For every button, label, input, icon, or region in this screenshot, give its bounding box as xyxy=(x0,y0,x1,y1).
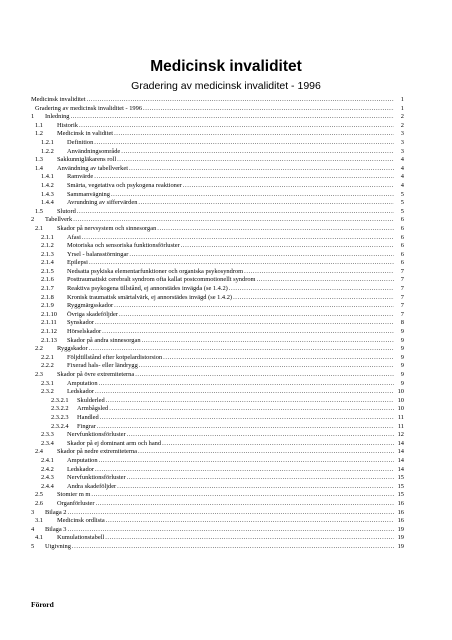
toc-entry[interactable] xyxy=(31,276,404,285)
toc-entry[interactable] xyxy=(31,259,404,268)
toc-dot-leader xyxy=(127,474,394,483)
toc-entry-page: 11 xyxy=(397,413,404,421)
toc-entry-page: 11 xyxy=(397,422,404,430)
toc-entry-label: Organförluster xyxy=(57,499,95,507)
toc-dot-leader xyxy=(87,96,395,105)
toc-entry-number: 2.1.13 xyxy=(41,336,57,344)
toc-entry-label: Användning av tabellverket xyxy=(57,164,128,172)
toc-entry-page: 9 xyxy=(400,345,404,353)
toc-entry-number: 2.2.1 xyxy=(41,353,54,361)
toc-entry[interactable] xyxy=(31,122,404,131)
toc-entry-label: Fingrar xyxy=(77,422,96,430)
toc-entry-page: 7 xyxy=(400,276,404,284)
toc-entry-number: 2.3 xyxy=(35,371,43,378)
toc-dot-leader xyxy=(138,199,394,208)
toc-dot-leader xyxy=(106,517,394,526)
toc-dot-leader xyxy=(82,234,394,243)
toc-entry[interactable] xyxy=(31,423,404,432)
toc-entry-label: Ledskador xyxy=(67,388,94,396)
toc-entry-number: 2.1.7 xyxy=(41,285,54,293)
toc-entry-page: 5 xyxy=(400,199,404,207)
toc-entry-label: Ledskador xyxy=(67,465,94,473)
toc-entry-number: 1.4.3 xyxy=(41,190,54,198)
toc-dot-leader xyxy=(67,526,394,535)
toc-entry-number: 2.1.1 xyxy=(41,233,54,241)
toc-entry[interactable] xyxy=(31,448,404,457)
toc-entry-number: 2.5 xyxy=(35,491,43,499)
toc-entry[interactable] xyxy=(31,354,404,363)
toc-entry-label: Epilepsi xyxy=(67,259,88,267)
toc-entry[interactable] xyxy=(31,388,404,397)
toc-entry-label: Användningsområde xyxy=(67,147,121,155)
toc-entry-number: 2.2.2 xyxy=(41,362,54,370)
toc-entry-label: Skador på övre extremiteterna xyxy=(57,371,135,378)
toc-entry[interactable] xyxy=(31,440,404,449)
toc-entry-page: 4 xyxy=(400,173,404,181)
toc-entry-page: 10 xyxy=(397,396,404,404)
toc-dot-leader xyxy=(139,362,394,371)
toc-entry[interactable] xyxy=(31,96,404,105)
toc-entry-page: 9 xyxy=(400,371,404,378)
toc-entry-label: Nervfunktionsförluster xyxy=(67,431,126,439)
toc-entry-page: 15 xyxy=(397,482,404,490)
toc-entry-label: Motoriska och sensoriska funktionsförluster xyxy=(67,242,180,250)
toc-entry-page: 6 xyxy=(400,224,404,232)
toc-entry[interactable] xyxy=(31,294,404,303)
toc-entry-number: 2.3.2 xyxy=(41,388,54,396)
toc-entry[interactable] xyxy=(31,414,404,423)
toc-entry[interactable] xyxy=(31,199,404,208)
toc-entry-page: 2 xyxy=(400,113,404,121)
toc-dot-leader xyxy=(77,208,394,217)
toc-entry[interactable] xyxy=(31,208,404,217)
toc-dot-leader xyxy=(143,105,394,114)
toc-entry[interactable] xyxy=(31,165,404,174)
toc-entry-number: 2 xyxy=(31,216,35,224)
toc-entry-number: 2.1.9 xyxy=(41,302,54,310)
toc-dot-leader xyxy=(119,311,394,320)
toc-entry-label: Synskador xyxy=(67,319,94,327)
toc-entry[interactable] xyxy=(31,380,404,389)
toc-entry[interactable] xyxy=(31,182,404,191)
toc-entry[interactable] xyxy=(31,242,404,251)
table-of-contents xyxy=(31,96,404,551)
toc-entry-page: 6 xyxy=(400,259,404,267)
toc-dot-leader xyxy=(67,509,394,518)
toc-dot-leader xyxy=(105,534,394,543)
toc-entry[interactable] xyxy=(31,105,404,114)
toc-entry[interactable] xyxy=(31,173,404,182)
toc-dot-leader xyxy=(99,457,394,466)
toc-dot-leader xyxy=(100,414,394,423)
toc-entry-label: Medicinsk ordlista xyxy=(57,517,105,525)
toc-entry-page: 4 xyxy=(400,156,404,164)
toc-entry[interactable] xyxy=(31,130,404,139)
toc-dot-leader xyxy=(95,319,394,328)
toc-dot-leader xyxy=(99,380,394,389)
toc-dot-leader xyxy=(244,268,394,277)
toc-entry-label: Definition xyxy=(67,138,94,146)
toc-entry[interactable] xyxy=(31,148,404,157)
toc-dot-leader xyxy=(97,423,394,432)
toc-entry[interactable] xyxy=(31,191,404,200)
toc-entry-page: 9 xyxy=(400,353,404,361)
toc-entry-page: 15 xyxy=(397,491,404,499)
toc-dot-leader xyxy=(106,397,394,406)
toc-entry-page: 19 xyxy=(397,525,404,533)
toc-dot-leader xyxy=(138,448,394,457)
toc-entry[interactable] xyxy=(31,225,404,234)
toc-dot-leader xyxy=(95,466,394,475)
toc-entry-number: 2.1.4 xyxy=(41,259,54,267)
toc-entry-number: 2.1.5 xyxy=(41,267,54,275)
document-subtitle: Gradering av medicinsk invaliditet - 1996 xyxy=(131,80,321,92)
toc-entry-page: 7 xyxy=(400,310,404,318)
toc-entry-label: Inledning xyxy=(45,113,70,121)
toc-entry-number: 4.1 xyxy=(35,534,43,542)
toc-entry-number: 2.4 xyxy=(35,448,43,456)
toc-entry[interactable] xyxy=(31,431,404,440)
toc-dot-leader xyxy=(114,130,394,139)
toc-entry-label: Smärta, vegetativa och psykogena reaktioner xyxy=(67,181,182,189)
toc-entry-number: 1.4.4 xyxy=(41,199,54,207)
toc-entry-label: Ryggskador xyxy=(57,345,88,353)
toc-entry-page: 1 xyxy=(400,104,404,112)
toc-entry-number: 2.4.4 xyxy=(41,482,54,490)
toc-dot-leader xyxy=(89,259,394,268)
toc-entry-number: 2.3.3 xyxy=(41,431,54,439)
toc-entry-number: 2.1.3 xyxy=(41,250,54,258)
toc-dot-leader xyxy=(72,543,394,552)
toc-entry[interactable] xyxy=(31,543,404,552)
section-heading-forord: Förord xyxy=(31,600,54,609)
toc-entry-label: Skador på nedre extremiteterna xyxy=(57,448,138,456)
toc-entry-page: 8 xyxy=(400,319,404,327)
toc-entry-page: 9 xyxy=(400,362,404,370)
toc-entry-page: 15 xyxy=(397,474,404,482)
toc-entry[interactable] xyxy=(31,234,404,243)
toc-entry-number: 2.4.3 xyxy=(41,474,54,482)
toc-dot-leader xyxy=(94,173,394,182)
toc-entry-number: 1.1 xyxy=(35,121,43,129)
toc-entry-page: 14 xyxy=(397,465,404,473)
toc-entry-page: 3 xyxy=(400,130,404,138)
toc-entry[interactable] xyxy=(31,113,404,122)
toc-entry-number: 1.2 xyxy=(35,130,43,138)
toc-entry-page: 14 xyxy=(397,448,404,456)
toc-dot-leader xyxy=(121,148,394,157)
toc-entry-number: 2.3.2.1 xyxy=(51,396,69,404)
toc-dot-leader xyxy=(114,302,394,311)
toc-entry[interactable] xyxy=(31,491,404,500)
toc-dot-leader xyxy=(229,285,394,294)
toc-dot-leader xyxy=(73,216,394,225)
toc-entry-number: 2.1 xyxy=(35,224,43,232)
toc-entry-page: 6 xyxy=(400,250,404,258)
toc-entry-page: 19 xyxy=(397,534,404,542)
toc-entry-page: 9 xyxy=(400,379,404,387)
toc-entry-label: Kronisk traumatisk smärtalvärk, ej annorstädes invägd (se 1.4.2) xyxy=(67,293,233,301)
toc-entry[interactable] xyxy=(31,483,404,492)
toc-entry-label: Skador på ej dominant arm och hand xyxy=(67,439,162,447)
toc-entry-label: Historik xyxy=(57,121,78,129)
toc-entry-page: 4 xyxy=(400,164,404,172)
toc-dot-leader xyxy=(91,491,394,500)
toc-entry-label: Handled xyxy=(77,413,99,421)
toc-entry[interactable] xyxy=(31,319,404,328)
toc-entry-label: Fixerad hals- eller ländrygg xyxy=(67,362,138,370)
toc-entry-page: 7 xyxy=(400,285,404,293)
toc-dot-leader xyxy=(95,388,394,397)
toc-entry-page: 9 xyxy=(400,336,404,344)
toc-dot-leader xyxy=(142,337,394,346)
toc-dot-leader xyxy=(157,225,394,234)
toc-entry-page: 19 xyxy=(397,542,404,550)
toc-entry-label: Följdtillstånd efter kotpelardistorsion xyxy=(67,353,163,361)
toc-entry-number: 1 xyxy=(31,113,35,121)
toc-entry[interactable] xyxy=(31,345,404,354)
toc-dot-leader xyxy=(71,113,395,122)
toc-entry-number: 2.2 xyxy=(35,345,43,353)
toc-entry-page: 12 xyxy=(397,431,404,439)
toc-dot-leader xyxy=(102,328,394,337)
toc-dot-leader xyxy=(94,139,394,148)
toc-entry-label: Övriga skadeföljder xyxy=(67,310,118,318)
toc-dot-leader xyxy=(89,345,394,354)
toc-entry[interactable] xyxy=(31,466,404,475)
toc-entry[interactable] xyxy=(31,362,404,371)
toc-entry[interactable] xyxy=(31,311,404,320)
toc-entry-label: Nervfunktionsförluster xyxy=(67,474,126,482)
toc-entry[interactable] xyxy=(31,534,404,543)
toc-entry-label: Slutord xyxy=(57,207,76,215)
toc-entry-number: 1.4.2 xyxy=(41,181,54,189)
toc-entry[interactable] xyxy=(31,328,404,337)
toc-dot-leader xyxy=(163,354,394,363)
toc-entry-page: 10 xyxy=(397,388,404,396)
toc-entry-number: 4 xyxy=(31,525,35,533)
toc-entry-page: 7 xyxy=(400,293,404,301)
toc-entry-label: Reaktiva psykogena tillstånd, ej annorstädes invägda (se 1.4.2) xyxy=(67,285,228,293)
toc-entry-label: Nedsatta psykiska elementarfunktioner och organiska psykosyndrom xyxy=(67,267,244,275)
toc-entry-page: 5 xyxy=(400,207,404,215)
toc-entry-number: 2.1.10 xyxy=(41,310,57,318)
toc-entry-label: Skulderled xyxy=(77,396,105,404)
toc-entry-label: Bilaga 3 xyxy=(45,525,67,533)
toc-entry-number: 2.1.11 xyxy=(41,319,57,327)
toc-entry-label: Posttraumatiskt cerebralt syndrom ofta kallat postcommotionellt syndrom xyxy=(67,276,256,284)
toc-entry-page: 3 xyxy=(400,147,404,155)
toc-dot-leader xyxy=(79,122,394,131)
toc-entry-number: 2.4.1 xyxy=(41,456,54,464)
toc-entry-label: Yrsel - balansstörningar xyxy=(67,250,129,258)
toc-dot-leader xyxy=(127,431,394,440)
toc-entry-label: Sammanvägning xyxy=(67,190,110,198)
toc-entry-page: 10 xyxy=(397,405,404,413)
toc-entry-number: 1.4.1 xyxy=(41,173,54,181)
toc-entry-page: 16 xyxy=(397,508,404,516)
toc-entry-label: Skador på nervsystem och sinnesorgan xyxy=(57,224,157,232)
toc-entry-number: 2.3.2.4 xyxy=(51,422,69,430)
toc-dot-leader xyxy=(129,165,394,174)
toc-entry-label: Stomier m m xyxy=(57,491,91,499)
toc-entry-label: Tabellverk xyxy=(45,216,73,224)
toc-entry-page: 7 xyxy=(400,302,404,310)
toc-entry-number: 2.1.8 xyxy=(41,293,54,301)
toc-entry-label: Sakkunnigläkarens roll xyxy=(57,156,117,164)
toc-entry[interactable] xyxy=(31,216,404,225)
toc-entry-page: 9 xyxy=(400,328,404,336)
toc-entry-page: 2 xyxy=(400,121,404,129)
toc-entry-label: Armbågsled xyxy=(77,405,109,413)
toc-entry-label: Afasi xyxy=(67,233,81,241)
toc-entry-label: Medicinsk invaliditet xyxy=(31,96,86,103)
toc-dot-leader xyxy=(162,440,394,449)
toc-entry-number: 2.1.6 xyxy=(41,276,54,284)
toc-entry[interactable] xyxy=(31,156,404,165)
toc-entry-number: 3 xyxy=(31,508,35,516)
toc-dot-leader xyxy=(181,242,394,251)
toc-entry-number: 1.3 xyxy=(35,156,43,164)
toc-entry[interactable] xyxy=(31,517,404,526)
toc-entry-page: 6 xyxy=(400,242,404,250)
toc-dot-leader xyxy=(109,405,394,414)
toc-entry[interactable] xyxy=(31,474,404,483)
toc-entry-label: Amputation xyxy=(67,456,98,464)
document-title: Medicinsk invaliditet xyxy=(150,58,302,75)
toc-entry[interactable] xyxy=(31,526,404,535)
toc-entry-page: 3 xyxy=(400,138,404,146)
toc-dot-leader xyxy=(96,500,394,509)
toc-entry-label: Avrundning av siffervärden xyxy=(67,199,138,207)
toc-entry-label: Andra skadeföljder xyxy=(67,482,117,490)
toc-entry-label: Hörselskador xyxy=(67,328,102,336)
toc-entry-page: 7 xyxy=(400,267,404,275)
toc-entry[interactable] xyxy=(31,405,404,414)
toc-dot-leader xyxy=(117,156,394,165)
toc-entry-label: Gradering av medicinsk invaliditet - 1996 xyxy=(35,104,143,112)
toc-entry[interactable] xyxy=(31,302,404,311)
toc-entry-number: 2.3.2.3 xyxy=(51,413,69,421)
toc-entry-page: 14 xyxy=(397,456,404,464)
toc-dot-leader xyxy=(135,371,394,380)
toc-dot-leader xyxy=(183,182,394,191)
toc-entry-label: Skador på andra sinnesorgan xyxy=(67,336,141,344)
toc-dot-leader xyxy=(233,294,394,303)
toc-entry[interactable] xyxy=(31,251,404,260)
toc-entry-number: 1.2.2 xyxy=(41,147,54,155)
toc-entry[interactable] xyxy=(31,509,404,518)
toc-entry-number: 3.1 xyxy=(35,517,43,525)
toc-entry-label: Ramvärde xyxy=(67,173,94,181)
toc-entry-label: Kumulationstabell xyxy=(57,534,105,542)
toc-entry-page: 6 xyxy=(400,233,404,241)
toc-entry-number: 5 xyxy=(31,542,35,550)
toc-entry-page: 14 xyxy=(397,439,404,447)
toc-entry-label: Ryggmärgsskador xyxy=(67,302,114,310)
toc-entry[interactable] xyxy=(31,457,404,466)
toc-entry-number: 1.4 xyxy=(35,164,43,172)
toc-entry[interactable] xyxy=(31,371,404,380)
toc-entry-page: 5 xyxy=(400,190,404,198)
toc-entry-number: 2.3.1 xyxy=(41,379,54,387)
toc-entry[interactable] xyxy=(31,500,404,509)
toc-entry-page: 4 xyxy=(400,181,404,189)
toc-entry-number: 2.1.2 xyxy=(41,242,54,250)
toc-entry-label: Utgivning xyxy=(45,542,71,550)
toc-dot-leader xyxy=(257,276,395,285)
toc-entry[interactable] xyxy=(31,337,404,346)
toc-dot-leader xyxy=(111,191,394,200)
toc-entry[interactable] xyxy=(31,285,404,294)
toc-entry-label: Amputation xyxy=(67,379,98,387)
toc-entry-number: 2.1.12 xyxy=(41,328,57,336)
toc-entry[interactable] xyxy=(31,139,404,148)
toc-entry-number: 2.3.4 xyxy=(41,439,54,447)
toc-entry-number: 2.6 xyxy=(35,499,43,507)
toc-entry-page: 1 xyxy=(400,96,404,103)
toc-entry-number: 1.5 xyxy=(35,207,43,215)
toc-entry-number: 2.4.2 xyxy=(41,465,54,473)
toc-entry[interactable] xyxy=(31,397,404,406)
toc-entry-page: 16 xyxy=(397,499,404,507)
toc-dot-leader xyxy=(129,251,394,260)
toc-entry-number: 2.3.2.2 xyxy=(51,405,69,413)
toc-entry-label: Bilaga 2 xyxy=(45,508,67,516)
toc-entry-page: 16 xyxy=(397,517,404,525)
toc-dot-leader xyxy=(117,483,394,492)
toc-entry[interactable] xyxy=(31,268,404,277)
toc-entry-number: 1.2.1 xyxy=(41,138,54,146)
toc-entry-page: 6 xyxy=(400,216,404,224)
toc-entry-label: Medicinsk in validitet xyxy=(57,130,114,138)
